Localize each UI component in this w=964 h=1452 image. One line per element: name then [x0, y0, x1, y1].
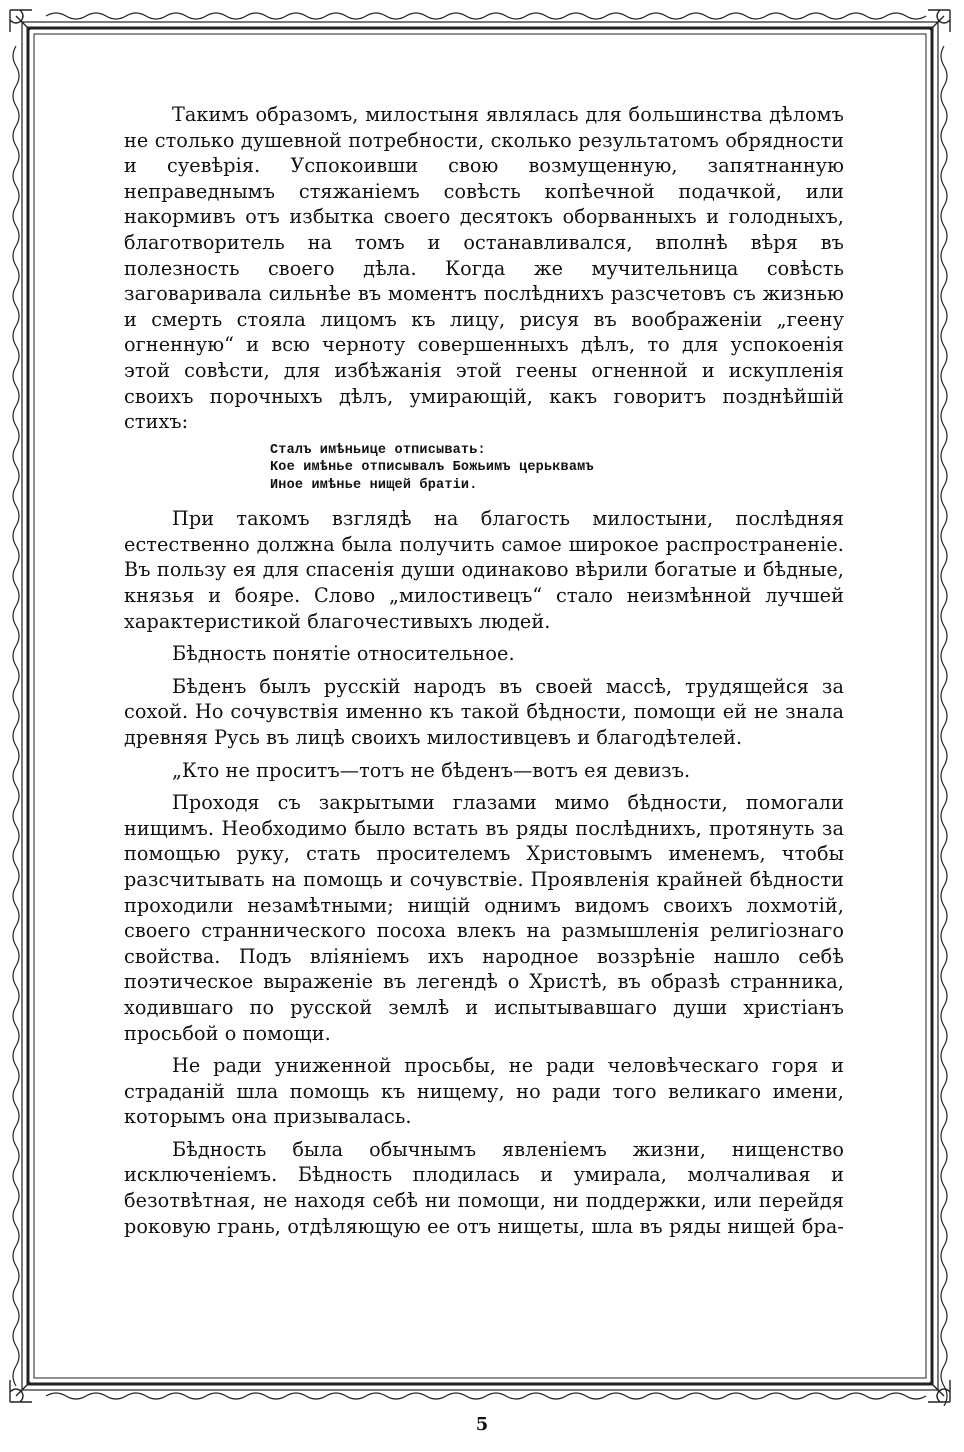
paragraph: „Кто не проситъ—тотъ не бѣденъ—вотъ ея девизъ.: [172, 758, 691, 782]
verse-line: Кое имѣнье отписывалъ Божьимъ церьквамъ: [270, 460, 594, 476]
page-body: [124, 102, 844, 1246]
page-number: 5: [475, 1414, 489, 1435]
paragraph: Бѣденъ былъ русскій народъ въ своей массѣ, трудящейся за сохой. Но сочувствія именно къ такой бѣдности, помощи ей не знала древняя Русь въ лицѣ своихъ милостивцевъ и благодѣтелей.: [124, 674, 844, 749]
paragraph: Проходя съ закрытыми глазами мимо бѣдности, помогали нищимъ. Необходимо было встать въ ряды послѣднихъ, протянуть за помощью руку, стать просителемъ Христовымъ именемъ, чтобы разсчитывать на помощь и сочувствіе. Проявленія крайней бѣдности проходили незамѣтными; нищій однимъ видомъ своихъ лохмотій, своего страннического посоха влекъ на размышленія религіознаго свойства. Подъ вліяніемъ ихъ народное воззрѣніе нашло себѣ поэтическое выраженіе въ легендѣ о Христѣ, въ образѣ странника, ходившаго по русской землѣ и испытывавшаго души христіанъ просьбой о помощи.: [124, 791, 844, 1045]
verse-line: Иное имѣнье нищей братіи.: [270, 477, 478, 493]
paragraph: При такомъ взглядѣ на благость милостыни, послѣдняя естественно должна была получить самое широкое распространеніе. Въ пользу ея для спасенія души одинаково вѣрили богатые и бѣдные, князья и бояре. Слово „милостивецъ“ стало неизмѣнной лучшей характеристикой благочестивыхъ людей.: [124, 507, 844, 633]
paragraph: Бѣдность была обычнымъ явленіемъ жизни, нищенство исключеніемъ. Бѣдность плодилась и умирала, молчаливая и безотвѣтная, не находя себѣ ни помощи, ни поддержки, или перейдя роковую грань, отдѣляющую ее отъ нищеты, шла въ ряды нищей бра-: [124, 1137, 844, 1238]
verse-quote: [270, 442, 844, 495]
paragraph: Бѣдность понятіе относительное.: [172, 642, 515, 666]
paragraph: Не ради униженной просьбы, не ради человѣческаго горя и страданій шла помощь къ нищему, но ради того великаго имени, которымъ она призывалась.: [124, 1054, 844, 1129]
paragraph: Такимъ образомъ, милостыня являлась для большинства дѣломъ не столько душевной потребности, сколько результатомъ обрядности и суевѣрія. Успокоивши свою возмущенную, запятнанную неправеднымъ стяжаніемъ совѣсть копѣечной подачкой, или накормивъ отъ избытка своего десятокъ оборванныхъ и голодныхъ, благотворитель на томъ и останавливался, вполнѣ вѣря въ полезность своего дѣла. Когда же мучительница совѣсть заговаривала сильнѣе въ моментъ послѣднихъ разсчетовъ съ жизнью и смерть стояла лицомъ къ лицу, рисуя въ воображеніи „геену огненную“ и всю черноту совершенныхъ дѣлъ, то для успокоенія этой совѣсти, для избѣжанія этой геены огненной и искупленія своихъ порочныхъ дѣлъ, умирающій, какъ говоритъ позднѣйшій стихъ:: [124, 103, 844, 434]
verse-line: Сталъ имѣньице отписывать:: [270, 442, 486, 458]
